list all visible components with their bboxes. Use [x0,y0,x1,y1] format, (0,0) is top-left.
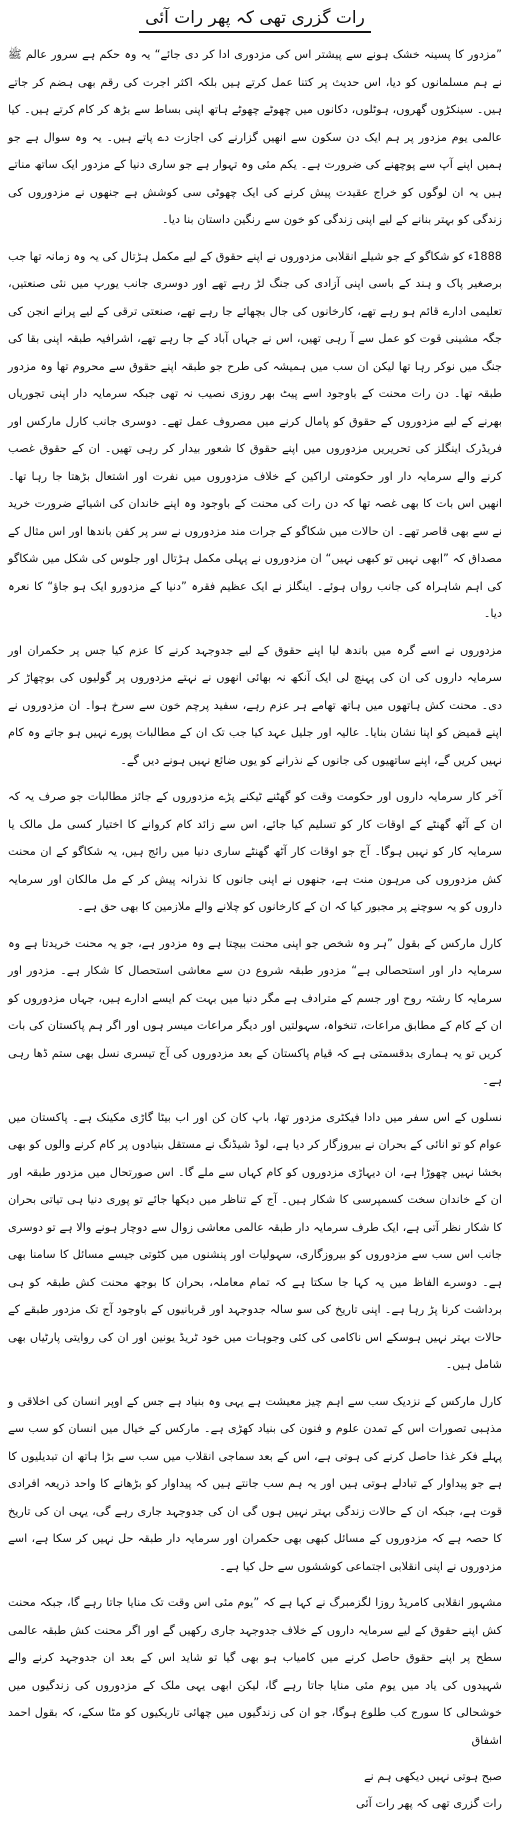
paragraph-eight-hours: آخر کار سرمایہ داروں اور حکومت وقت کو گھٹنے ٹیکنے پڑے مزدوروں کے جائز مطالبات جو صرف یہ کہ ان کے آٹھ گھنٹے کے اوقات کار کو تسلیم کیا جائے، اس سے زائد کام کروانے کا اختیار کسی مل مالک یا سرمایہ کار کو نہیں ہوگا۔ آج جو اوقات کار آٹھ گھنٹے ساری دنیا میں رائج ہیں، یہ شکاگو کے ان محنت کش مزدوروں کی مرہون منت ہے، جنھوں نے اپنی جانوں کا نذرانہ پیش کر کے مل مالکان اور سرمایہ داروں کو یہ سوچنے پر مجبور کیا کہ ان کے کارخانوں کو چلانے والے ملازمین کا بھی حق ہے۔ [8,790,502,913]
paragraph-intro: ”مزدور کا پسینہ خشک ہونے سے پیشتر اس کی مزدوری ادا کر دی جائے“ یہ وہ حکم ہے سرور عالم ﷺ نے ہم مسلمانوں کو دیا، اس حدیث پر کتنا عمل کرتے ہیں بلکہ اکثر اجرت کی رقم بھی ہضم کر جاتے ہیں۔ سینکڑوں گھروں، ہوٹلوں، دکانوں میں چھوٹے چھوٹے ہاتھ اپنی بساط سے بڑھ کر کام کرتے ہیں۔ کیا عالمی یوم مزدور پر ہم ایک دن سکون سے انھیں گزارنے کی اجازت دے پاتے ہیں۔ یہ وہ سوال ہے جو ہمیں اپنے آپ سے پوچھنے کی ضرورت ہے۔ یکم مئی وہ تہوار ہے جو ساری دنیا کے مزدور ایک ساتھ مناتے ہیں یہ ان لوگوں کو خراج عقیدت پیش کرنے کی ایک چھوٹی سی کوشش ہے جنھوں نے مزدوروں کی زندگی کو بہتر بنانے کے لیے اپنی زندگی کو خون سے رنگین داستان بنا دیا۔ [8,48,502,226]
paragraph-firing: مزدوروں نے اسے گرہ میں باندھ لیا اپنے حقوق کے لیے جدوجہد کرنے کا عزم کیا جس پر حکمران اور سرمایہ داروں کی ان کی پہنچ لی ایک آنکھ نہ بھائی انھوں نے نہتے مزدوروں پر گولیوں کی بوچھاڑ کر دی۔ محنت کش ہاتھوں میں ہاتھ تھامے ہر عزم رہے، سفید پرچم خون سے سرخ ہوا۔ ان مزدوروں نے اپنے قمیض کو اپنا نشان بنایا۔ عالیہ اور جلیل عہد کیا جب تک ان کے مطالبات پورے نہیں ہو جاتے وہ کام نہیں کریں گے، اپنے ساتھیوں کی جانوں کے نذرانے کو یوں ضائع نہیں ہونے دیں گے۔ [8,643,502,767]
paragraph-economy: کارل مارکس کے نزدیک سب سے اہم چیز معیشت ہے یہی وہ بنیاد ہے جس کے اوپر انسان کی اخلاقی و مذہبی تصورات اس کے تمدن علوم و فنون کی بنیاد کھڑی ہے۔ مارکس کے خیال میں انسان کو سب سے پہلے فکر غذا حاصل کرنے کی ہوتی ہے، اس کے بعد سماجی انقلاب میں سب سے بڑا ہاتھ ان تبدیلیوں کا ہے جو پیداوار کے تبادلے ہوتی ہیں اور یہ ہم سب جانتے ہیں کہ پیداوار کو بڑھانے کا واحد ذریعہ افرادی قوت ہے، جبکہ ان کے حالات زندگی بہتر نہیں ہوں گی ان کی جدوجہد جاری رہے گی، یہی ان کی تاریخ کا حصہ ہے کہ مزدوروں کے مسائل کبھی بھی حکمران اور سرمایہ دار طبقہ حل نہیں کر سکا ہے، اسے مزدوروں نے اپنی انقلابی اجتماعی کوششوں سے حل کیا ہے۔ [8,1394,502,1573]
verse-line-2: رات گزری تھی کہ پھر رات آئی [356,1797,502,1810]
paragraph-rosa-luxemburg: مشہور انقلابی کامریڈ روزا لگزمبرگ نے کہا ہے کہ ”یوم مئی اس وقت تک منایا جاتا رہے گا، جبکہ محنت کش اپنے حقوق کے لیے سرمایہ داروں کے خلاف جدوجہد جاری رکھیں گے اور اگر محنت کش طبقہ عالمی سطح پر اپنے حقوق حاصل کرنے میں کامیاب ہو بھی گیا تو شاید اس کے بعد ان جدوجہد کرنے والے شہیدوں کی یاد میں یوم مئی منایا جاتا رہے گا، لیکن ابھی یہی ملک کے مزدوروں کی زندگیوں میں خوشحالی کا سورج کب طلوع ہوگا، جو ان کی زندگیوں میں چھائی تاریکیوں کو مٹا سکے، کہ بقول احمد اشفاق [8,1596,502,1747]
paragraph-pakistan-generations: نسلوں کے اس سفر میں دادا فیکٹری مزدور تھا، باپ کان کن اور اب بیٹا گاڑی مکینک ہے۔ پاکستان میں عوام کو تو انائی کے بحران نے بیروزگار کر دیا ہے، لوڈ شیڈنگ نے مستقل بنیادوں پر کام کرنے والوں کو بھی بخشا نہیں چھوڑا ہے، ان دیہاڑی مزدوروں کو کام کہاں سے ملے گا۔ اس صورتحال میں مزدور طبقہ اور ان کے خاندان سخت کسمپرسی کا شکار ہیں۔ آج کے تناظر میں دیکھا جائے تو پوری دنیا ہی تیاتی بحران کا شکار نظر آتی ہے، ایک طرف سرمایہ دار طبقہ عالمی معاشی زوال سے دوچار ہونے والا ہے تو دوسری جانب اس سب سے مزدوروں کو بیروزگاری، سہولیات اور پنشنوں میں کٹوتی جیسے مسائل کا سامنا بھی ہے۔ دوسرے الفاظ میں یہ کہا جا سکتا ہے کہ تمام معاملہ، بحران کا بوجھ محنت کش طبقہ کو ہی برداشت کرنا پڑ رہا ہے۔ اپنی تاریخ کی سو سالہ جدوجہد اور قربانیوں کے باوجود آج تک مزدور طبقے کے حالات بہتر نہیں ہوسکے اس ناکامی کی کئی وجوہات میں خود ٹریڈ یونین اور ان کی روایتی پارٹیاں بھی شامل ہیں۔ [8,1110,502,1371]
paragraph-marx-quote: کارل مارکس کے بقول ”ہر وہ شخص جو اپنی محنت بیچتا ہے وہ مزدور ہے، جو یہ محنت خریدتا ہے وہ سرمایہ دار اور استحصالی ہے“ مزدور طبقہ شروع دن سے معاشی استحصال کا شکار ہے۔ مزدور اور سرمایہ کا رشتہ روح اور جسم کے مترادف ہے مگر دنیا میں بہت کم ایسے ادارے ہیں، جہاں مزدوروں کو ان کے کام کے مطابق مراعات، تنخواہ، سہولتیں اور دیگر مراعات میسر ہوں اور اگر ہم پاکستان کی بات کریں تو یہ ہماری بدقسمتی ہے کہ قیام پاکستان کے بعد مزدوروں کی آج تیسری نسل بھی ستم ڈھا رہی ہے۔ [8,936,502,1087]
verse-line-1: صبح ہوتی نہیں دیکھی ہم نے [364,1770,502,1783]
column-headline [8,6,502,33]
closing-verse [8,1763,502,1817]
column-headline-text: رات گزری تھی کہ پھر رات آئی [139,6,371,33]
paragraph-chicago-history: 1888ء کو شکاگو کے جو شیلے انقلابی مزدوروں نے اپنے حقوق کے لیے مکمل ہڑتال کی یہ وہ زمانہ تھا جب برصغیر پاک و ہند کے باسی اپنی آزادی کی جنگ لڑ رہے تھے اور دوسری جانب یورپ میں نئی صنعتیں، تعلیمی ادارے قائم ہو رہے تھے، کارخانوں کی جال بچھائے جا رہے تھے، صنعتی ترقی کے لیے پرانے انجن کی جگہ مشینی قوت کو عمل سے آ رہی تھیں، اس نے جہاں آباد کے جا رہے تھے، اشرافیہ طبقہ اپنی بقا کی جنگ میں نوکر رہا تھا لیکن ان سب میں ہمیشہ کی طرح جو طبقہ اپنے حقوق سے محروم تھا وہ مزدور طبقہ تھا۔ دن رات محنت کے باوجود اسے پیٹ بھر روزی نصیب نہ تھی جبکہ سرمایہ دار اپنی تجوریاں بھرنے کے لیے مزدوروں کے حقوق کو پامال کرنے میں مصروف عمل تھے۔ دوسری جانب کارل مارکس اور فریڈرک اینگلز کی تحریریں مزدوروں میں اپنے حقوق کا شعور بیدار کر رہی تھیں۔ ان کے حقوق غصب کرنے والے سرمایہ دار اور حکومتی اراکین کے خلاف مزدوروں میں نفرت اور اشتعال بڑھتا جا رہا تھا۔ انھیں اس بات کا بھی غصہ تھا کہ دن رات کی محنت کے باوجود وہ اپنے خاندان کی اشیائے ضرورت خرید نے سے بھی قاصر تھے۔ ان حالات میں شکاگو کے جرات مند مزدوروں نے سر پر کفن باندھا اور اس مثال کے مصداق کہ ”ابھی نہیں تو کبھی نہیں“ ان مزدوروں نے پہلی مکمل ہڑتال اور جلوس کی شکل میں شکاگو کی اہم شاہراہ کی جانب رواں ہوئے۔ اینگلز نے ایک عظیم فقرہ ”دنیا کے مزدورو ایک ہو جاؤ“ کا نعرہ دیا۔ [8,249,502,620]
